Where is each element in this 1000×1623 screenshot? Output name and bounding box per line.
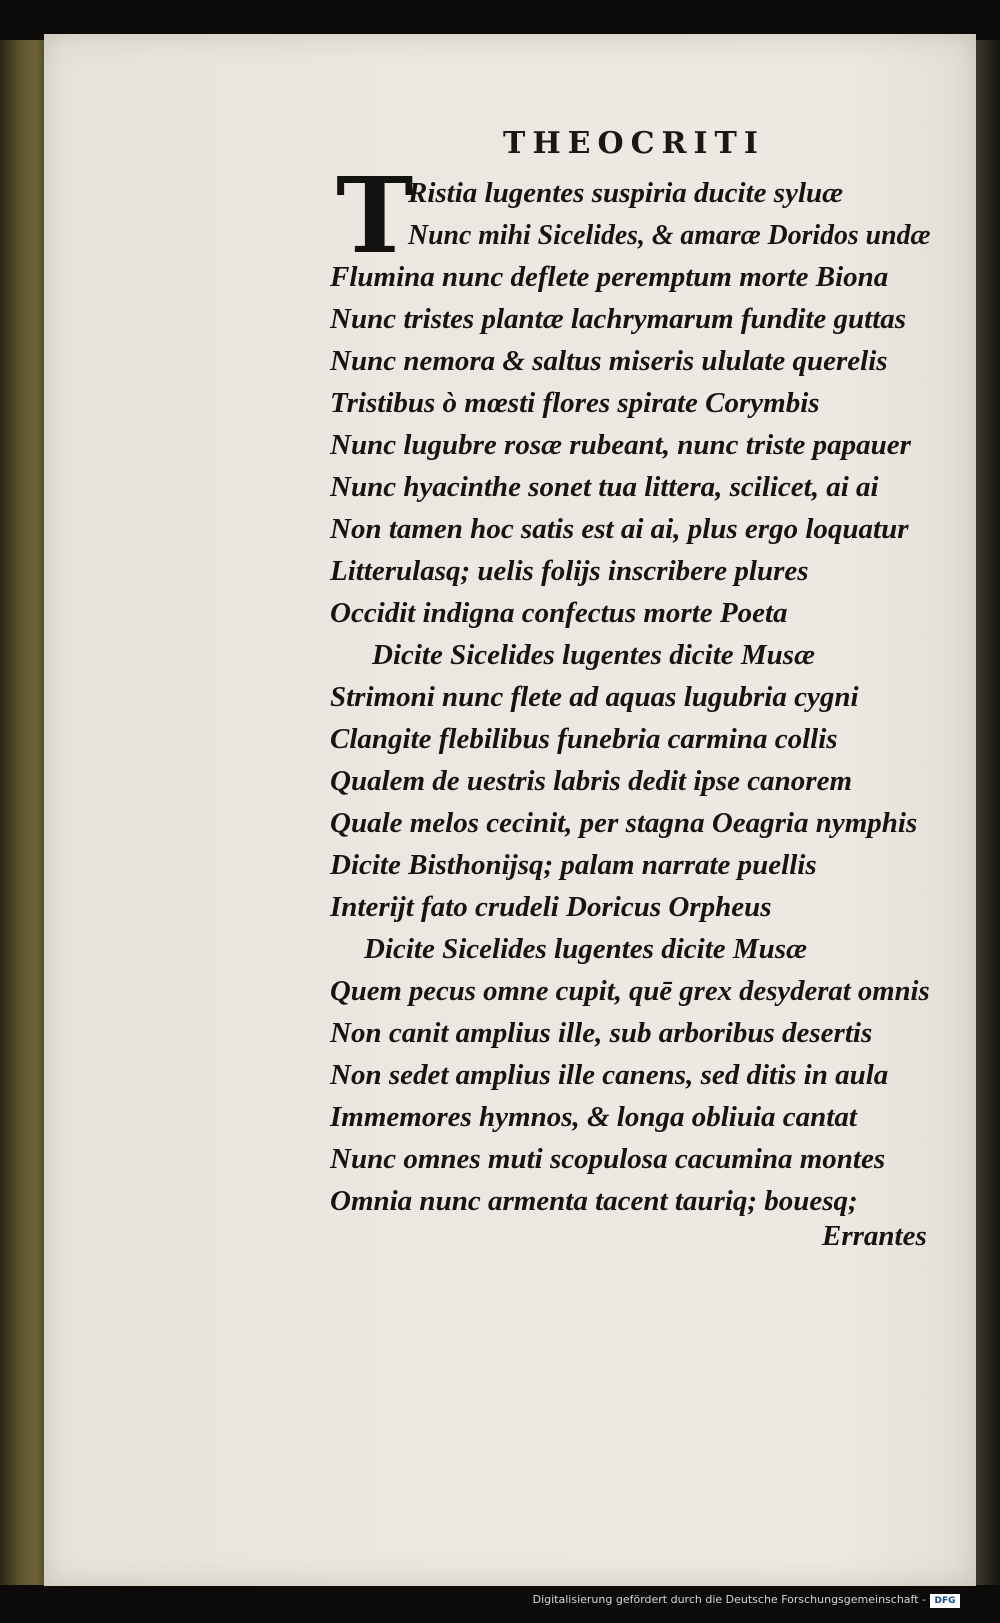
verse-line: Ristia lugentes suspiria ducite syluæ [408, 177, 844, 209]
verse-line: Non sedet amplius ille canens, sed ditis in aula [330, 1059, 889, 1091]
verse-line: Dicite Sicelides lugentes dicite Musæ [372, 639, 816, 671]
verse-line: Dicite Bisthonijsq; palam narrate puellis [330, 849, 817, 881]
verse-line: Flumina nunc deflete peremptum morte Biona [330, 261, 889, 293]
verse-line: Clangite flebilibus funebria carmina collis [330, 723, 838, 755]
verse-line: Qualem de uestris labris dedit ipse canorem [330, 765, 852, 797]
verse-line: Quem pecus omne cupit, quē grex desyderat omnis [330, 975, 930, 1007]
verse-line: Strimoni nunc flete ad aquas lugubria cygni [330, 681, 859, 713]
verse-line: Nunc mihi Sicelides, & amaræ Doridos undæ [408, 219, 931, 251]
verse-line: Nunc tristes plantæ lachrymarum fundite guttas [330, 303, 907, 335]
catchword: Errantes [822, 1220, 927, 1252]
verse-line: Occidit indigna confectus morte Poeta [330, 597, 788, 629]
verse-line: Non tamen hoc satis est ai ai, plus ergo loquatur [330, 513, 909, 545]
book-spine [0, 40, 46, 1585]
verse-line: Immemores hymnos, & longa obliuia cantat [330, 1101, 857, 1133]
verse-line: Litterulasq; uelis folijs inscribere plures [330, 555, 809, 587]
dfg-logo: DFG [930, 1594, 960, 1608]
verse-line: Dicite Sicelides lugentes dicite Musæ [364, 933, 808, 965]
page-edge-shadow [976, 40, 1000, 1585]
verse-line: Non canit amplius ille, sub arboribus desertis [330, 1017, 873, 1049]
verse-line: Nunc hyacinthe sonet tua littera, scilicet, ai ai [330, 471, 879, 503]
footer-credit: Digitalisierung gefördert durch die Deutsche Forschungsgemeinschaft - [532, 1593, 926, 1606]
verse-line: Omnia nunc armenta tacent tauriq; bouesq; [330, 1185, 858, 1217]
verse-line: Interijt fato crudeli Doricus Orpheus [330, 891, 772, 923]
verse-line: Quale melos cecinit, per stagna Oeagria nymphis [330, 807, 918, 839]
drop-cap: T [336, 154, 414, 277]
verse-line: Nunc lugubre rosæ rubeant, nunc triste papauer [330, 429, 911, 461]
verse-line: Nunc nemora & saltus miseris ululate querelis [330, 345, 888, 377]
verse-line: Tristibus ò mœsti flores spirate Corymbis [330, 387, 820, 419]
running-head: THEOCRITI [503, 126, 765, 161]
verse-line: Nunc omnes muti scopulosa cacumina montes [330, 1143, 886, 1175]
